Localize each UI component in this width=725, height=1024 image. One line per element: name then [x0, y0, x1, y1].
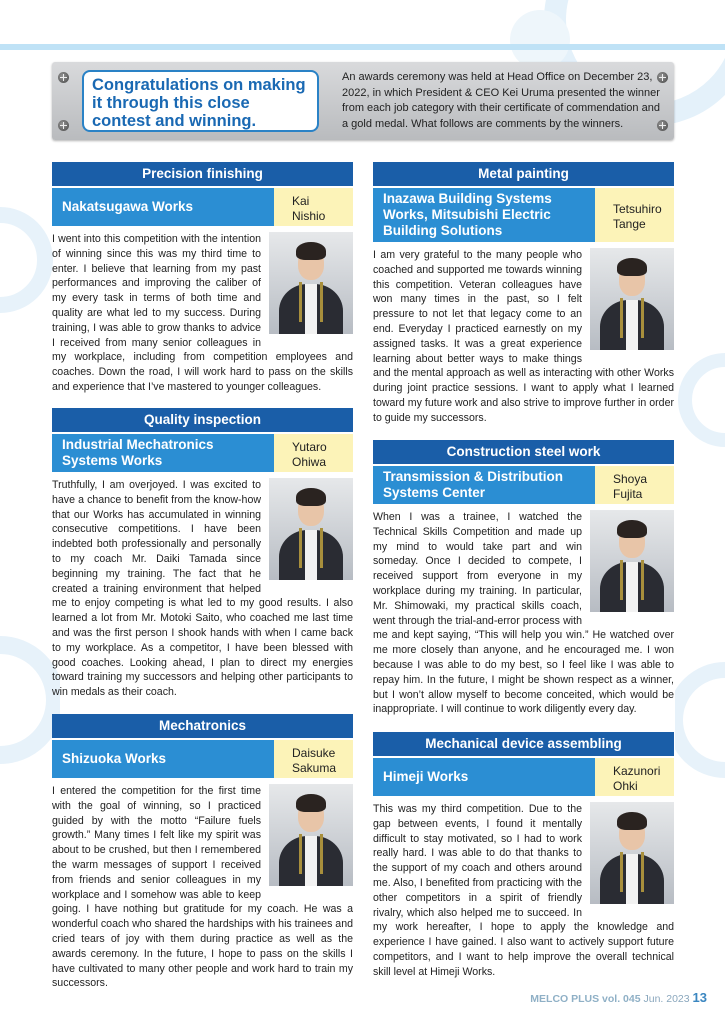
top-band — [0, 44, 725, 50]
section-mechanical-device-assembling — [373, 732, 674, 980]
winner-comment: I went into this competition with the intention of winning since this was my third time to enter. I believe that learning from my past performances and improving the caliber of my every task in terms of both time and quality are what led to my success. During training, I was able to grow thanks to advice I received from many senior colleagues in my workplace, including from competition employees and coaches. Down the road, I will work hard to pass on the skills and experience that I’ve mastered to younger colleagues. — [52, 233, 353, 393]
headline: Congratulations on making it through this close contest and winning. — [82, 70, 319, 132]
issue-date: Jun. 2023 — [643, 993, 690, 1005]
winner-comment: I entered the competition for the first time with the goal of winning, so I practiced guided by with the motto “Failure fuels growth.” Many times I felt like my spirit was about to be crushed, but then I remembered the warm messages of support I received from friends and senior colleagues in my workplace and I somehow was able to keep going. I have nothing but gratitude for my coach. He was a wonderful coach who shared the hardships with his trainees and cried tears of joy with them during practice as well as the awards ceremony. In the future, I hope to pass on the skills I have cultivated to many other people and work hard to train my successors. — [52, 785, 353, 990]
category-title: Metal painting — [373, 162, 674, 186]
winner-comment: Truthfully, I am overjoyed. I was excited to have a chance to benefit from the know-how that our Works has accumulated in winning consecutive competitions. I have been indebted both professionally and personally to my coach Mr. Daiki Tamada since beginning my training. The fact that he created a training environment that helped me to enjoy competing is what led to my good results. I also learned a lot from Mr. Motoki Saito, who coached me last time and was the first person I shook hands with when I came back to my workplace. As a competitor, I have been blessed with good coaches. Looking ahead, I plan to direct my energies toward training my successors and helping other participants to win medals as their coach. — [52, 479, 353, 699]
winner-photo — [590, 802, 674, 904]
section-construction-steel-work — [373, 440, 674, 717]
page-footer — [530, 990, 707, 1005]
winner-name: Kai Nishio — [274, 188, 353, 226]
magazine-title: MELCO PLUS vol. 045 — [530, 993, 641, 1005]
winner-name: Shoya Fujita — [595, 466, 674, 504]
gear-decoration-icon — [675, 250, 725, 950]
intro-text: An awards ceremony was held at Head Office on December 23, 2022, in which President & CEO Kei Uruma presented the winner from each job category with their certificate of commendation and a gold medal. What follows are comments by the winners. — [342, 71, 660, 130]
winner-photo — [590, 510, 674, 612]
works-name: Himeji Works — [373, 758, 595, 796]
header-banner — [52, 62, 674, 140]
category-title: Precision finishing — [52, 162, 353, 186]
winner-photo — [590, 248, 674, 350]
page-number: 13 — [692, 990, 707, 1005]
winner-comment: When I was a trainee, I watched the Technical Skills Competition and made up my mind to would take part and win someday. Once I decided to compete, I received support from everyone in my workplace during my training. In particular, Mr. Shimowaki, my practical skills coach, went through the trial-and-error process with me and kept saying, “This will help you win.” He watched over me more closely than anyone, and he encouraged me. I won because I was able to do my best, so I feel like I was able to repay him. In the future, I might be shown respect as a winner, but I won’t allow myself to become conceited, which would be inappropriate. I will continue to work diligently every day. — [373, 511, 674, 716]
gear-decoration-icon — [0, 140, 60, 1020]
works-name: Shizuoka Works — [52, 740, 274, 778]
winner-photo — [269, 784, 353, 886]
works-name: Nakatsugawa Works — [52, 188, 274, 226]
section-mechatronics — [52, 714, 353, 991]
category-title: Mechatronics — [52, 714, 353, 738]
works-name: Transmission & Distribution Systems Center — [373, 466, 595, 504]
winner-photo — [269, 232, 353, 334]
winner-name: Kazunori Ohki — [595, 758, 674, 796]
winner-name: Tetsuhiro Tange — [595, 188, 674, 242]
section-precision-finishing — [52, 162, 353, 395]
section-metal-painting — [373, 162, 674, 426]
category-title: Construction steel work — [373, 440, 674, 464]
category-title: Quality inspection — [52, 408, 353, 432]
works-name: Inazawa Building Systems Works, Mitsubishi Electric Building Solutions — [373, 188, 595, 242]
winner-name: Yutaro Ohiwa — [274, 434, 353, 472]
winner-comment: I am very grateful to the many people who coached and supported me towards winning this competition. Veteran colleagues have won many times in the past, so I felt pressure to not let that legacy come to an end. Everyday I practiced earnestly on my assigned tasks. It was a great experience learning about better ways to make things and the mental approach as well as interacting with other Works during joint practice sessions. I want to apply what I learned toward my future work and also strive to improve further in order to guide my successors. — [373, 249, 674, 424]
category-title: Mechanical device assembling — [373, 732, 674, 756]
screw-icon — [58, 72, 69, 83]
winner-comment: This was my third competition. Due to the gap between events, I found it mentally difficult to stay motivated, so I had to work really hard. I was able to do that thanks to the support of my coach and others around me. Also, I benefited from practicing with the other competitors in a spirit of friendly rivalry, which also helped me to succeed. In my work hereafter, I hope to apply the knowledge and experience I have gained. I also want to actively support future competitors, and I want to help improve the overall technical skill level at Himeji Works. — [373, 803, 674, 978]
screw-icon — [58, 120, 69, 131]
winner-name: Daisuke Sakuma — [274, 740, 353, 778]
works-name: Industrial Mechatronics Systems Works — [52, 434, 274, 472]
section-quality-inspection — [52, 408, 353, 700]
winner-photo — [269, 478, 353, 580]
